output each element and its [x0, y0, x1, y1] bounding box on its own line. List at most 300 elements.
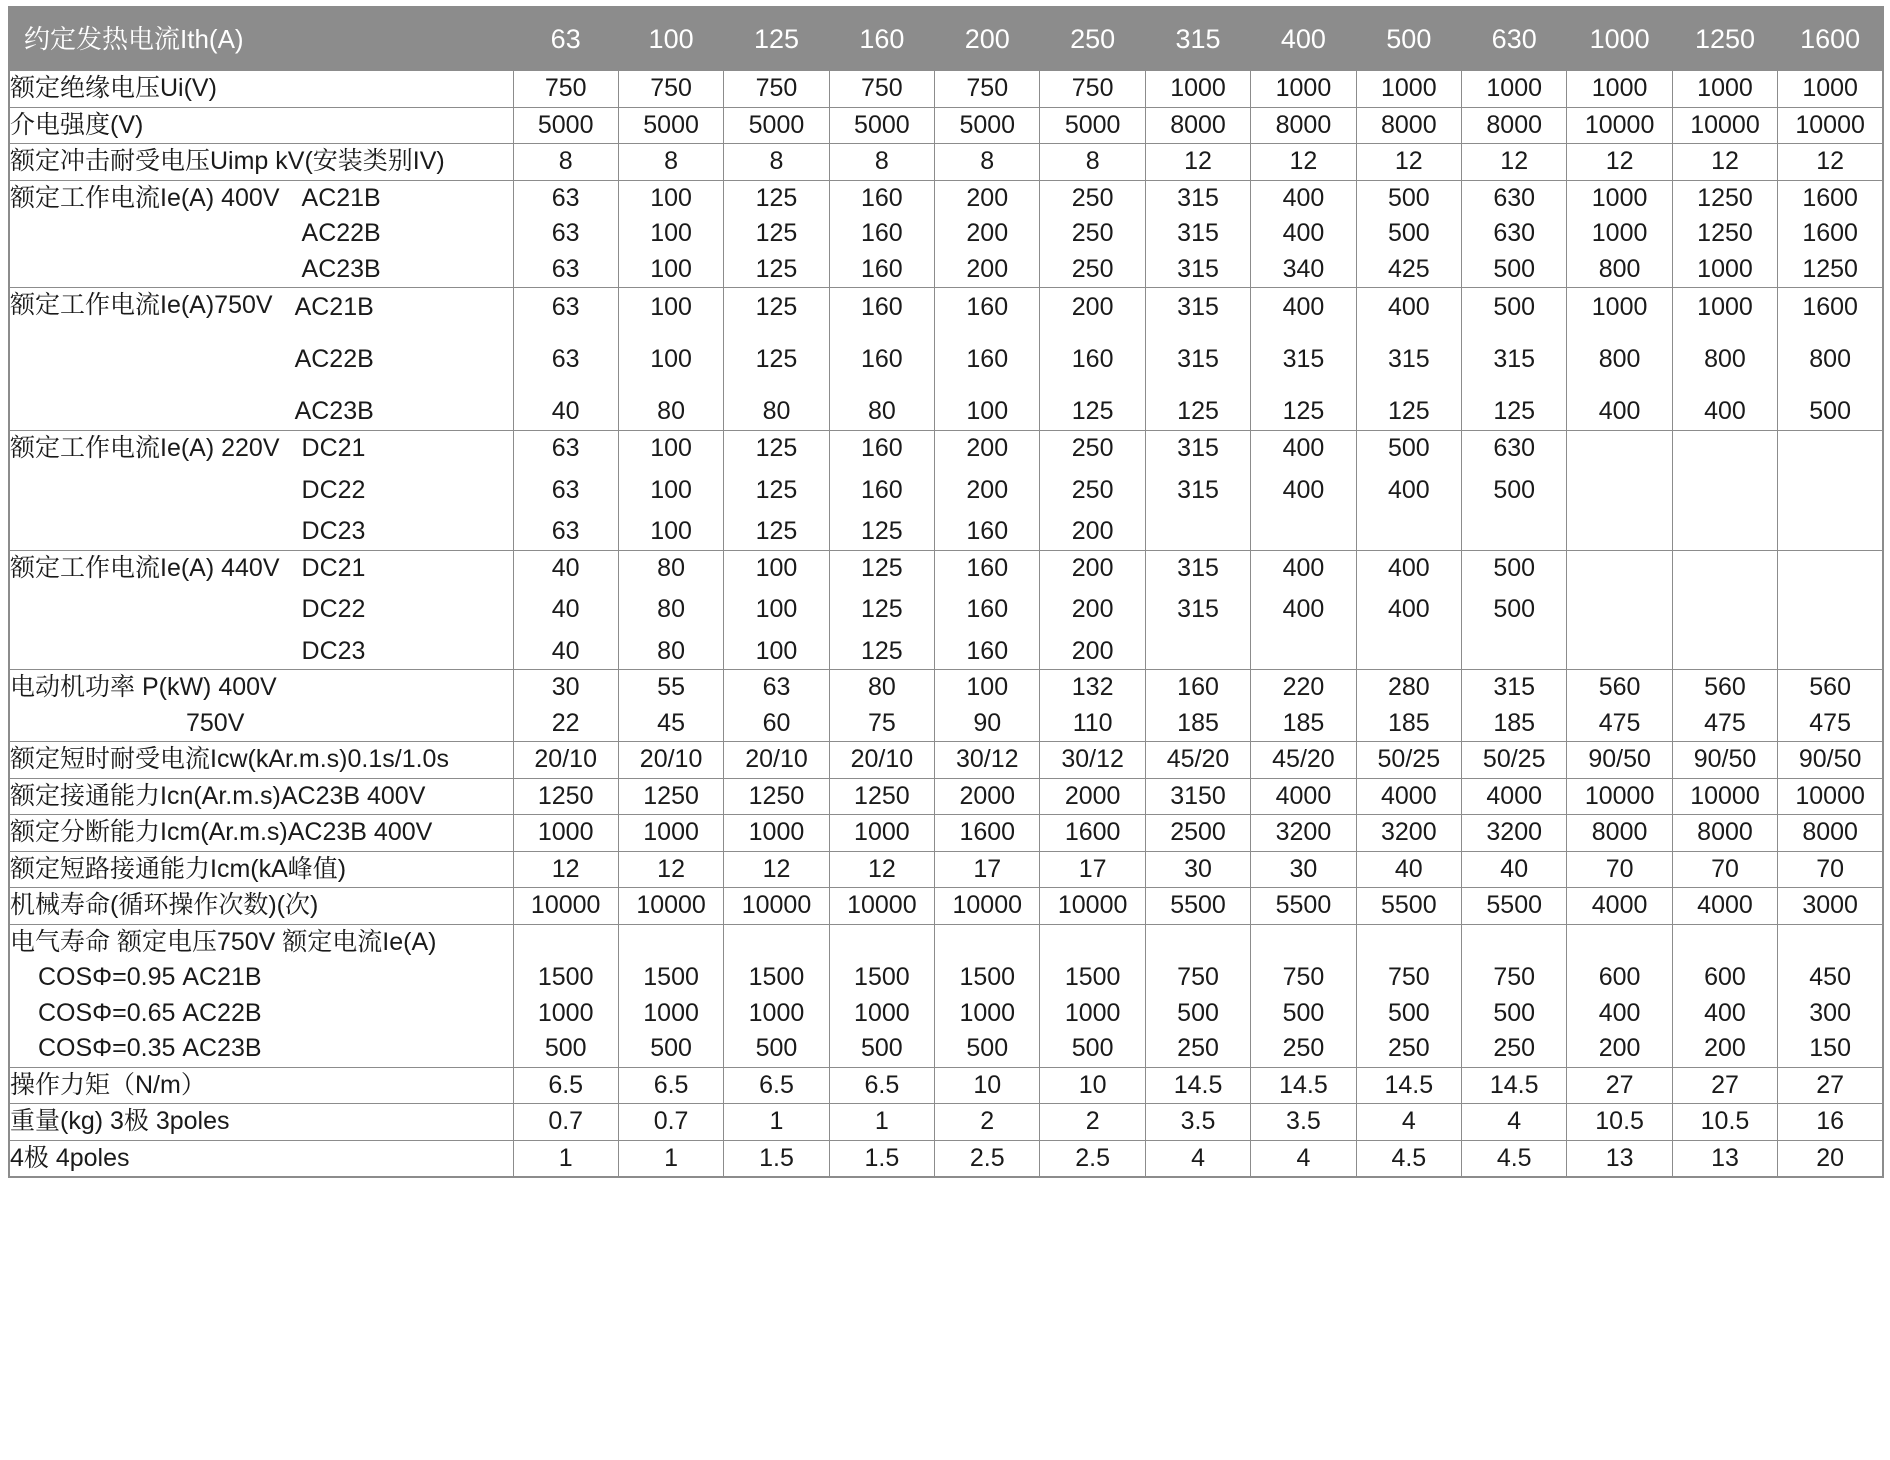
- cell: 200: [966, 254, 1009, 283]
- cell: 4: [1356, 1104, 1461, 1141]
- cell: 17: [935, 851, 1040, 888]
- cell: 100: [755, 553, 798, 582]
- cell: 10.5: [1672, 1104, 1777, 1141]
- header-current-400: 400: [1251, 7, 1356, 71]
- label-title: 电动机功率 P(kW) 400V: [10, 673, 277, 701]
- cell: 500: [1493, 254, 1536, 283]
- cell: 400: [1598, 998, 1641, 1027]
- cell: 10000: [1778, 107, 1883, 144]
- cell: 1250: [1697, 219, 1753, 247]
- cell-group: [1040, 431, 1145, 551]
- cell: 1000: [1145, 71, 1250, 108]
- header-current-630: 630: [1462, 7, 1567, 71]
- header-current-63: 63: [513, 7, 618, 71]
- cell: 200: [966, 434, 1009, 462]
- cell-group: [724, 180, 829, 288]
- cell-group: [1567, 288, 1672, 431]
- technical-specification-table: [8, 6, 1884, 1178]
- cell: 8: [829, 144, 934, 181]
- cell-group: [935, 550, 1040, 670]
- cell: 1250: [618, 778, 723, 815]
- cell: 125: [861, 595, 903, 623]
- cell: 280: [1387, 673, 1430, 701]
- cell-group: [1567, 924, 1672, 1067]
- table-row: [9, 288, 1883, 431]
- cell: 425: [1387, 254, 1430, 283]
- cell: 63: [551, 475, 580, 504]
- cell: 160: [1071, 345, 1114, 373]
- cell: 10000: [1567, 778, 1672, 815]
- cell-group: [1778, 924, 1883, 1067]
- cell: 340: [1282, 254, 1325, 283]
- cell: 70: [1567, 851, 1672, 888]
- table-row: [9, 924, 1883, 1067]
- cell: 315: [1177, 254, 1219, 283]
- cell: 750: [829, 71, 934, 108]
- cell: 1.5: [724, 1140, 829, 1177]
- cell-group: [618, 180, 723, 288]
- cell: 250: [1071, 475, 1114, 504]
- cell: 80: [762, 397, 791, 425]
- sublabel: DC22: [301, 595, 366, 623]
- cell-group: [1040, 288, 1145, 431]
- header-current-500: 500: [1356, 7, 1461, 71]
- cell-group: [935, 670, 1040, 742]
- cell: 100: [650, 254, 692, 283]
- cell: 250: [1071, 183, 1114, 212]
- table-row: [9, 107, 1883, 144]
- cell: [1357, 508, 1461, 550]
- cell: 400: [1282, 475, 1325, 504]
- cell: [1462, 628, 1566, 670]
- cell: 2.5: [1040, 1140, 1145, 1177]
- cell-group: [618, 431, 723, 551]
- cell: 400: [1387, 475, 1430, 504]
- cell-group: [724, 550, 829, 670]
- table-row: [9, 670, 1883, 742]
- cell: 6.5: [513, 1067, 618, 1104]
- label-title: 额定工作电流Ie(A) 440V: [10, 553, 280, 582]
- cell-group: [1251, 431, 1356, 551]
- row-label-short-time-withstand-current: 额定短时耐受电流Icw(kAr.m.s)0.1s/1.0s: [9, 742, 513, 779]
- cell: 475: [1809, 708, 1851, 737]
- cell: 1600: [1802, 219, 1858, 247]
- cell: 1250: [829, 778, 934, 815]
- cell: 6.5: [618, 1067, 723, 1104]
- row-label-operational-current-440v-dc: [9, 550, 513, 670]
- cell: 100: [755, 595, 798, 623]
- cell: 500: [755, 1034, 798, 1062]
- cell: 800: [1598, 254, 1641, 283]
- cell: 0.7: [618, 1104, 723, 1141]
- cell: 400: [1282, 595, 1325, 623]
- cell: 80: [657, 595, 685, 623]
- cell: 1000: [1064, 998, 1121, 1027]
- cell-group: [1672, 670, 1777, 742]
- row-label-operating-torque: 操作力矩（N/m）: [9, 1067, 513, 1104]
- cell: 63: [551, 434, 580, 462]
- row-label-insulation-voltage: 额定绝缘电压Ui(V): [9, 71, 513, 108]
- cell: [1251, 508, 1355, 550]
- cell: 1600: [935, 815, 1040, 852]
- cell: 1000: [1462, 71, 1567, 108]
- cell: 10000: [618, 888, 723, 925]
- cell: 750: [1040, 71, 1145, 108]
- cell-group: [1145, 670, 1250, 742]
- cell: 8000: [1567, 815, 1672, 852]
- cell: 200: [966, 183, 1009, 212]
- cell: 160: [861, 345, 903, 373]
- cell: 14.5: [1251, 1067, 1356, 1104]
- cell: 450: [1809, 963, 1851, 991]
- cell: 8: [935, 144, 1040, 181]
- cell: 5000: [618, 107, 723, 144]
- label-sublabel: 750V: [186, 708, 245, 737]
- cell: 5000: [935, 107, 1040, 144]
- cell: 80: [657, 553, 685, 582]
- cell: 1000: [1591, 183, 1648, 212]
- cell-group: [1145, 924, 1250, 1067]
- cell-group: [724, 288, 829, 431]
- cell: 315: [1177, 475, 1219, 504]
- cell: 500: [1493, 475, 1536, 504]
- cell: 500: [1282, 998, 1325, 1027]
- cell: 90/50: [1672, 742, 1777, 779]
- cell: 125: [755, 434, 798, 462]
- cell: 500: [1387, 219, 1430, 247]
- sublabel: COSΦ=0.65 AC22B: [38, 998, 262, 1027]
- cell: 315: [1177, 345, 1219, 373]
- cell: 1000: [748, 998, 805, 1027]
- label-sublabels: [302, 181, 381, 288]
- cell-group: [1356, 180, 1461, 288]
- cell-group: [1462, 431, 1567, 551]
- cell: 750: [513, 71, 618, 108]
- row-label-mechanical-life: 机械寿命(循环操作次数)(次): [9, 888, 513, 925]
- header-current-200: 200: [935, 7, 1040, 71]
- table-row: [9, 742, 1883, 779]
- row-label-operational-current-220v-dc: [9, 431, 513, 551]
- cell: 5500: [1356, 888, 1461, 925]
- table-row: [9, 550, 1883, 670]
- cell: 800: [1704, 345, 1746, 373]
- header-current-160: 160: [829, 7, 934, 71]
- cell: 70: [1672, 851, 1777, 888]
- cell: 10000: [829, 888, 934, 925]
- cell: 100: [650, 183, 692, 212]
- cell: 315: [1493, 345, 1536, 373]
- cell: 160: [861, 475, 903, 504]
- header-current-1600: 1600: [1778, 7, 1883, 71]
- cell: 10000: [1040, 888, 1145, 925]
- cell: 160: [861, 219, 903, 247]
- cell: 1000: [513, 815, 618, 852]
- cell: 10000: [1778, 778, 1883, 815]
- cell: 8000: [1462, 107, 1567, 144]
- cell: 40: [551, 636, 580, 665]
- cell-group: [1778, 180, 1883, 288]
- cell: 315: [1177, 219, 1219, 247]
- header-current-1250: 1250: [1672, 7, 1777, 71]
- cell: 63: [551, 517, 580, 545]
- table-header-row: [9, 7, 1883, 71]
- cell: 500: [1493, 293, 1536, 321]
- cell: 250: [1493, 1034, 1536, 1062]
- cell: 160: [1177, 673, 1219, 701]
- row-label-dielectric-strength: 介电强度(V): [9, 107, 513, 144]
- cell-group: [829, 924, 934, 1067]
- cell-group: [513, 670, 618, 742]
- cell-group: [1672, 431, 1777, 551]
- cell: 1600: [1802, 293, 1858, 321]
- cell-group: [513, 924, 618, 1067]
- cell: 100: [650, 219, 692, 247]
- cell: 2000: [935, 778, 1040, 815]
- cell: 400: [1704, 397, 1746, 425]
- cell: 10000: [1672, 778, 1777, 815]
- cell: 250: [1071, 254, 1114, 283]
- cell-group: [829, 180, 934, 288]
- cell: 1000: [1567, 71, 1672, 108]
- sublabel: DC22: [301, 475, 366, 504]
- cell: 500: [1387, 998, 1430, 1027]
- cell: 4000: [1356, 778, 1461, 815]
- cell: 200: [1071, 636, 1114, 665]
- cell-group: [1145, 550, 1250, 670]
- cell: 185: [1493, 708, 1536, 737]
- cell-group: [513, 288, 618, 431]
- row-label-rated-making-capacity: 额定接通能力Icn(Ar.m.s)AC23B 400V: [9, 778, 513, 815]
- cell: 160: [966, 293, 1009, 321]
- cell: 125: [755, 293, 798, 321]
- row-label-motor-power: [9, 670, 513, 742]
- cell: 300: [1809, 998, 1851, 1027]
- cell: 220: [1282, 673, 1325, 701]
- cell: 160: [861, 254, 903, 283]
- cell: 2000: [1040, 778, 1145, 815]
- cell: 14.5: [1145, 1067, 1250, 1104]
- cell: 40: [1462, 851, 1567, 888]
- cell: 500: [1387, 183, 1430, 212]
- cell: 200: [1071, 553, 1114, 582]
- cell-group: [1462, 288, 1567, 431]
- cell: 475: [1704, 708, 1746, 737]
- cell: 400: [1387, 293, 1430, 321]
- cell: 200: [1071, 517, 1114, 545]
- cell-group: [618, 924, 723, 1067]
- sublabel: AC21B: [294, 293, 374, 321]
- cell: 90/50: [1778, 742, 1883, 779]
- cell: 1500: [959, 963, 1016, 991]
- cell: 400: [1387, 553, 1430, 582]
- cell: 5500: [1251, 888, 1356, 925]
- cell: 150: [1809, 1034, 1851, 1062]
- cell-group: [829, 288, 934, 431]
- cell: 400: [1282, 553, 1325, 582]
- cell: 400: [1282, 183, 1325, 212]
- cell: 500: [1809, 397, 1851, 425]
- cell-group: [1356, 670, 1461, 742]
- cell: 20/10: [724, 742, 829, 779]
- cell: 1000: [1778, 71, 1883, 108]
- cell-group: [1462, 924, 1567, 1067]
- cell: 16: [1778, 1104, 1883, 1141]
- cell: 1: [829, 1104, 934, 1141]
- cell: 5500: [1462, 888, 1567, 925]
- cell: 500: [1177, 998, 1219, 1027]
- cell: 125: [755, 254, 798, 283]
- cell: 12: [1356, 144, 1461, 181]
- cell: 315: [1493, 673, 1536, 701]
- cell-group: [1356, 431, 1461, 551]
- cell: 1000: [1591, 293, 1648, 321]
- table-row: [9, 71, 1883, 108]
- cell: 80: [867, 673, 896, 701]
- cell: 500: [544, 1034, 587, 1062]
- cell: 8000: [1145, 107, 1250, 144]
- cell: [1462, 508, 1566, 550]
- cell: 10000: [724, 888, 829, 925]
- cell: 1000: [1591, 219, 1648, 247]
- sublabel: COSΦ=0.95 AC21B: [38, 963, 262, 991]
- cell: 160: [966, 595, 1009, 623]
- cell: 1000: [1697, 293, 1753, 321]
- header-current-250: 250: [1040, 7, 1145, 71]
- cell: 160: [966, 345, 1009, 373]
- cell: 80: [657, 636, 685, 665]
- cell: 8000: [1356, 107, 1461, 144]
- label-title: 额定工作电流Ie(A) 220V: [10, 434, 280, 462]
- cell: 12: [724, 851, 829, 888]
- table-row: [9, 851, 1883, 888]
- cell: 750: [935, 71, 1040, 108]
- cell: 315: [1177, 553, 1219, 582]
- cell: 40: [551, 397, 580, 425]
- cell: 3.5: [1145, 1104, 1250, 1141]
- cell: 500: [1071, 1034, 1114, 1062]
- cell: 27: [1672, 1067, 1777, 1104]
- cell: 45: [657, 708, 685, 737]
- cell: 50/25: [1462, 742, 1567, 779]
- cell: 10000: [1672, 107, 1777, 144]
- cell-group: [1251, 288, 1356, 431]
- cell: 5000: [829, 107, 934, 144]
- cell-group: [1778, 550, 1883, 670]
- cell: 8000: [1251, 107, 1356, 144]
- cell-group: [935, 180, 1040, 288]
- cell: 1.5: [829, 1140, 934, 1177]
- cell: 90: [973, 708, 1002, 737]
- cell-group: [829, 550, 934, 670]
- cell: 12: [618, 851, 723, 888]
- cell: 5000: [1040, 107, 1145, 144]
- header-current-1000: 1000: [1567, 7, 1672, 71]
- cell: 1500: [537, 963, 594, 991]
- cell-group: [1251, 180, 1356, 288]
- cell: 200: [1071, 595, 1114, 623]
- label-title: 额定工作电流Ie(A) 400V: [10, 183, 280, 212]
- cell: 1500: [854, 963, 910, 991]
- cell: 14.5: [1356, 1067, 1461, 1104]
- cell: 1600: [1040, 815, 1145, 852]
- cell: 10000: [935, 888, 1040, 925]
- cell: 20/10: [829, 742, 934, 779]
- cell: 1000: [959, 998, 1016, 1027]
- cell: 1250: [1697, 183, 1753, 212]
- cell: 63: [551, 345, 580, 373]
- cell-group: [513, 431, 618, 551]
- cell: 160: [966, 517, 1009, 545]
- cell-group: [1356, 924, 1461, 1067]
- table-row: [9, 888, 1883, 925]
- row-label-operational-current-750v: [9, 288, 513, 431]
- cell: 12: [1251, 144, 1356, 181]
- cell-group: [829, 670, 934, 742]
- cell: 1000: [854, 998, 910, 1027]
- cell: 125: [861, 636, 903, 665]
- cell: 80: [867, 397, 896, 425]
- cell: 63: [551, 254, 580, 283]
- label-title: 额定工作电流Ie(A)750V: [10, 291, 273, 319]
- cell: 125: [755, 475, 798, 504]
- cell: 315: [1177, 434, 1219, 462]
- cell: 160: [861, 293, 903, 321]
- label-sublabels: [295, 288, 374, 430]
- sublabel: DC21: [301, 434, 366, 462]
- cell: 125: [755, 345, 798, 373]
- cell: 800: [1598, 345, 1641, 373]
- cell: 125: [1071, 397, 1114, 425]
- cell: 27: [1778, 1067, 1883, 1104]
- cell: 185: [1387, 708, 1430, 737]
- cell: 200: [1598, 1034, 1641, 1062]
- cell: 1000: [724, 815, 829, 852]
- cell-group: [829, 431, 934, 551]
- cell-group: [1356, 550, 1461, 670]
- cell: 63: [551, 293, 580, 321]
- cell: 1000: [537, 998, 594, 1027]
- cell: 1000: [643, 998, 699, 1027]
- row-label-rated-breaking-capacity: 额定分断能力Icm(Ar.m.s)AC23B 400V: [9, 815, 513, 852]
- table-row: [9, 1140, 1883, 1177]
- cell-group: [1356, 288, 1461, 431]
- table-row: [9, 1067, 1883, 1104]
- cell: 8000: [1778, 815, 1883, 852]
- cell: 100: [755, 636, 798, 665]
- cell-group: [1778, 288, 1883, 431]
- cell: 160: [966, 636, 1009, 665]
- cell: 4: [1145, 1140, 1250, 1177]
- cell: 560: [1598, 673, 1641, 701]
- cell: 30: [1251, 851, 1356, 888]
- cell-group: [1145, 431, 1250, 551]
- cell: 125: [861, 517, 903, 545]
- cell: [1251, 628, 1355, 670]
- cell: [1146, 508, 1250, 550]
- cell: 3200: [1356, 815, 1461, 852]
- cell: 185: [1177, 708, 1219, 737]
- cell: 125: [755, 183, 798, 212]
- cell-group: [1672, 550, 1777, 670]
- cell: 1600: [1802, 183, 1858, 212]
- cell: 1000: [1356, 71, 1461, 108]
- cell: 12: [1145, 144, 1250, 181]
- cell-group: [1462, 550, 1567, 670]
- cell: 63: [551, 219, 580, 247]
- cell: 400: [1282, 293, 1325, 321]
- cell: 1500: [748, 963, 805, 991]
- cell-group: [1778, 670, 1883, 742]
